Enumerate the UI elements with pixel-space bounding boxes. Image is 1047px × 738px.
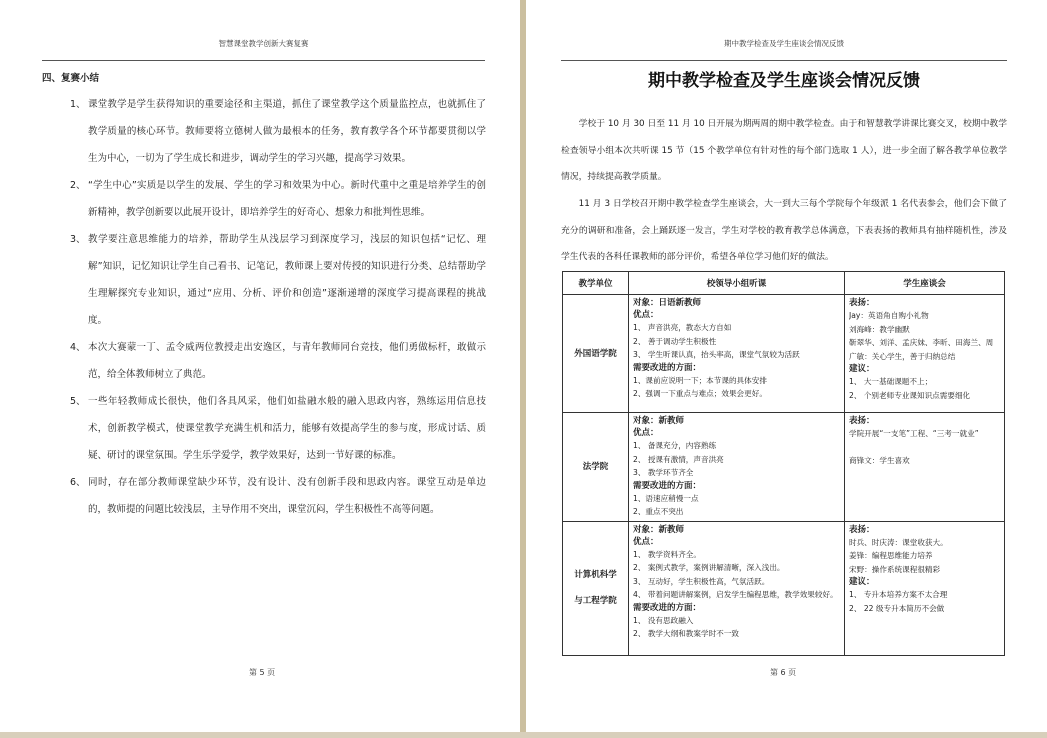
viewer-background xyxy=(0,732,1047,738)
suggest-label: 建议： xyxy=(849,364,875,374)
document-title: 期中教学检查及学生座谈会情况反馈 xyxy=(648,71,920,91)
forum-cell xyxy=(845,295,1005,413)
list-item: 1、 专升本培养方案不太合理 xyxy=(849,590,948,599)
improve-label: 需要改进的方面： xyxy=(633,480,702,491)
item-number: 1、 xyxy=(70,99,86,110)
column-header: 校领导小组听课 xyxy=(629,272,845,295)
item-text: 一些年轻教师成长很快，他们各具风采，他们如盐融水般的融入思政内容，熟练运用信息技术，创新教学模式，使课堂教学充满生机和活力，能够有效提高学生的参与度，形成讨话、质疑、研讨的课堂氛围。学生乐学爱学，教学效果好，达到一节好课的标准。 xyxy=(88,396,486,461)
visit-target: 对象：新教师 xyxy=(633,524,685,535)
unit-line: 与工程学院 xyxy=(574,596,617,606)
page-number: 第 6 页 xyxy=(770,668,797,677)
page-number: 第 5 页 xyxy=(249,668,276,677)
table-row xyxy=(563,295,1005,413)
document-page-6 xyxy=(526,0,1047,732)
list-item: 1、 大一基础课题不上； xyxy=(849,377,933,386)
merits-label: 优点： xyxy=(633,428,659,438)
list-item: 1、语速应稍慢一点 xyxy=(633,493,699,503)
list-item: Jay：英语角自购小礼物 xyxy=(849,311,929,320)
list-item: 4、 带着问题讲解案例，启发学生编程思维，教学效果较好。 xyxy=(633,590,838,599)
list-item: 时兵、时庆涛：课堂收获大。 xyxy=(849,537,948,547)
table-row xyxy=(563,413,1005,522)
suggest-label: 建议： xyxy=(849,577,875,587)
unit-line: 计算机科学 xyxy=(574,570,617,580)
list-item: 3、 互动好，学生积极性高，气氛活跃。 xyxy=(633,576,770,586)
item-number: 6、 xyxy=(70,477,86,488)
list-item: 刘海峰：教学幽默 xyxy=(849,324,910,334)
list-item: 2、重点不突出 xyxy=(633,507,684,516)
list-item: 1、 备课充分，内容熟练 xyxy=(633,441,717,450)
list-item: 1、 没有思政融入 xyxy=(633,615,694,625)
list-item: 1、课前应说明一下；本节课的具体安排 xyxy=(633,375,767,385)
visit-cell xyxy=(629,413,845,522)
improve-label: 需要改进的方面： xyxy=(633,362,702,373)
list-item: 2、 授课有激情，声音洪亮 xyxy=(633,454,724,464)
item-number: 3、 xyxy=(70,234,86,245)
list-item xyxy=(70,172,486,226)
item-number: 4、 xyxy=(70,342,86,353)
item-number: 5、 xyxy=(70,396,86,407)
list-item: 商锋文：学生喜欢 xyxy=(849,456,910,465)
unit-cell: 外国语学院 xyxy=(563,295,629,413)
column-header: 学生座谈会 xyxy=(845,272,1005,295)
table-header-row xyxy=(563,272,1005,295)
visit-target: 对象：日语新教师 xyxy=(633,298,702,308)
list-item: 2、 教学大纲和教案学时不一致 xyxy=(633,629,739,638)
list-item: 3、 学生听课认真，抬头率高，课堂气氛较为活跃 xyxy=(633,350,800,359)
list-item: 3、 教学环节齐全 xyxy=(633,468,694,477)
section-title: 四、复赛小结 xyxy=(42,73,100,84)
forum-cell xyxy=(845,413,1005,522)
improve-label: 需要改进的方面： xyxy=(633,602,702,613)
paragraph: 11 月 3 日学校召开期中教学检查学生座谈会，大一到大三每个学院每个年级派 1 名代表参会，他们会下做了充分的调研和准备，会上踊跃逐一发言，学生对学校的教育教学总体满意，下表表扬的教师具有抽样随机性，涉及学生代表的各科任课教师的部分评价，希望各单位学习他们好的做法。 xyxy=(561,199,1007,262)
list-item: 学院开展“一支笔”工程、“三考一就业” xyxy=(849,429,979,438)
item-text: 课堂教学是学生获得知识的重要途径和主渠道，抓住了课堂教学这个质量监控点，也就抓住了教学质量的核心环节。教师要将立德树人做为最根本的任务，教育教学各个环节都要贯彻以学生为中心，一切为了学生成长和进步，调动学生的学习兴趣，提高学习效果。 xyxy=(88,99,486,164)
page-header: 期中教学检查及学生座谈会情况反馈 xyxy=(724,39,844,48)
list-item: 2、 案例式教学，案例讲解清晰，深入浅出。 xyxy=(633,563,785,572)
visit-target: 对象：新教师 xyxy=(633,416,685,426)
list-item xyxy=(70,334,486,388)
item-text: 本次大赛蒙一丁、孟令威两位教授走出安逸区，与青年教师同台竞技，他们勇做标杆，敢做示范，给全体教师树立了典范。 xyxy=(88,342,486,380)
list-item: 2、 个别老师专业课知识点需要细化 xyxy=(849,390,971,400)
list-item: 2、强调一下重点与难点；效果会更好。 xyxy=(633,389,767,398)
header-rule xyxy=(561,60,1007,61)
visit-cell xyxy=(629,521,845,655)
unit-cell: 法学院 xyxy=(563,413,629,522)
visit-cell xyxy=(629,295,845,413)
forum-cell xyxy=(845,521,1005,655)
praise-label: 表扬： xyxy=(849,416,875,426)
spacer xyxy=(849,441,1000,455)
item-number: 2、 xyxy=(70,180,86,191)
list-item: 姜锋：编程思维能力培养 xyxy=(849,551,933,560)
header-rule xyxy=(42,60,485,61)
merits-label: 优点： xyxy=(633,310,659,320)
list-item xyxy=(70,469,486,523)
column-header: 教学单位 xyxy=(563,272,629,295)
praise-label: 表扬： xyxy=(849,524,875,535)
item-text: 同时，存在部分教师课堂缺少环节，没有设计、没有创新手段和思政内容。课堂互动是单边的，教师提的问题比较浅层，主导作用不突出，课堂沉闷，学生积极性不高等问题。 xyxy=(88,477,486,515)
item-text: 教学要注意思维能力的培养，帮助学生从浅层学习到深度学习，浅层的知识包括“记忆、理解”知识，记忆知识让学生自己看书、记笔记，教师课上要对传授的知识进行分类、总结帮助学生理解探究专业知识，通过“应用、分析、评价和创造”逐渐递增的深度学习提高课程的挑战度。 xyxy=(88,234,486,326)
praise-label: 表扬： xyxy=(849,298,875,308)
list-item: 2、 22 级专升本简历不会做 xyxy=(849,603,945,613)
list-item: 靳翠华、刘洋、孟庆妹、李昕、田海兰、周广敏：关心学生，善于归纳总结 xyxy=(849,338,994,361)
feedback-table xyxy=(562,271,1005,656)
merits-label: 优点： xyxy=(633,536,659,547)
list-item xyxy=(70,388,486,469)
table-row xyxy=(563,521,1005,655)
list-item: 宋野：操作系统课程很精彩 xyxy=(849,564,941,574)
list-item xyxy=(70,91,486,172)
paragraph: 学校于 10 月 30 日至 11 月 10 日开展为期两周的期中教学检查。由于和智慧教学讲课比赛交叉，校期中教学检查领导小组本次共听课 15 节（15 个教学单位有针对性的每个部门选取 1 人），进一步全面了解各教学单位教学情况，持续提高教学质量。 xyxy=(561,119,1007,182)
list-item: 1、 声音洪亮，教态大方自如 xyxy=(633,323,732,332)
unit-cell xyxy=(563,521,629,655)
page-header: 智慧课堂教学创新大赛复赛 xyxy=(218,39,309,48)
item-text: “学生中心”实质是以学生的发展、学生的学习和效果为中心。新时代重中之重是培养学生的创新精神，教学创新要以此展开设计，即培养学生的好奇心、想象力和批判性思维。 xyxy=(88,180,486,218)
document-page-5 xyxy=(0,0,520,732)
list-item xyxy=(70,226,486,334)
summary-list xyxy=(70,91,486,523)
list-item: 1、 教学资料齐全。 xyxy=(633,549,701,559)
list-item: 2、 善于调动学生积极性 xyxy=(633,336,717,346)
